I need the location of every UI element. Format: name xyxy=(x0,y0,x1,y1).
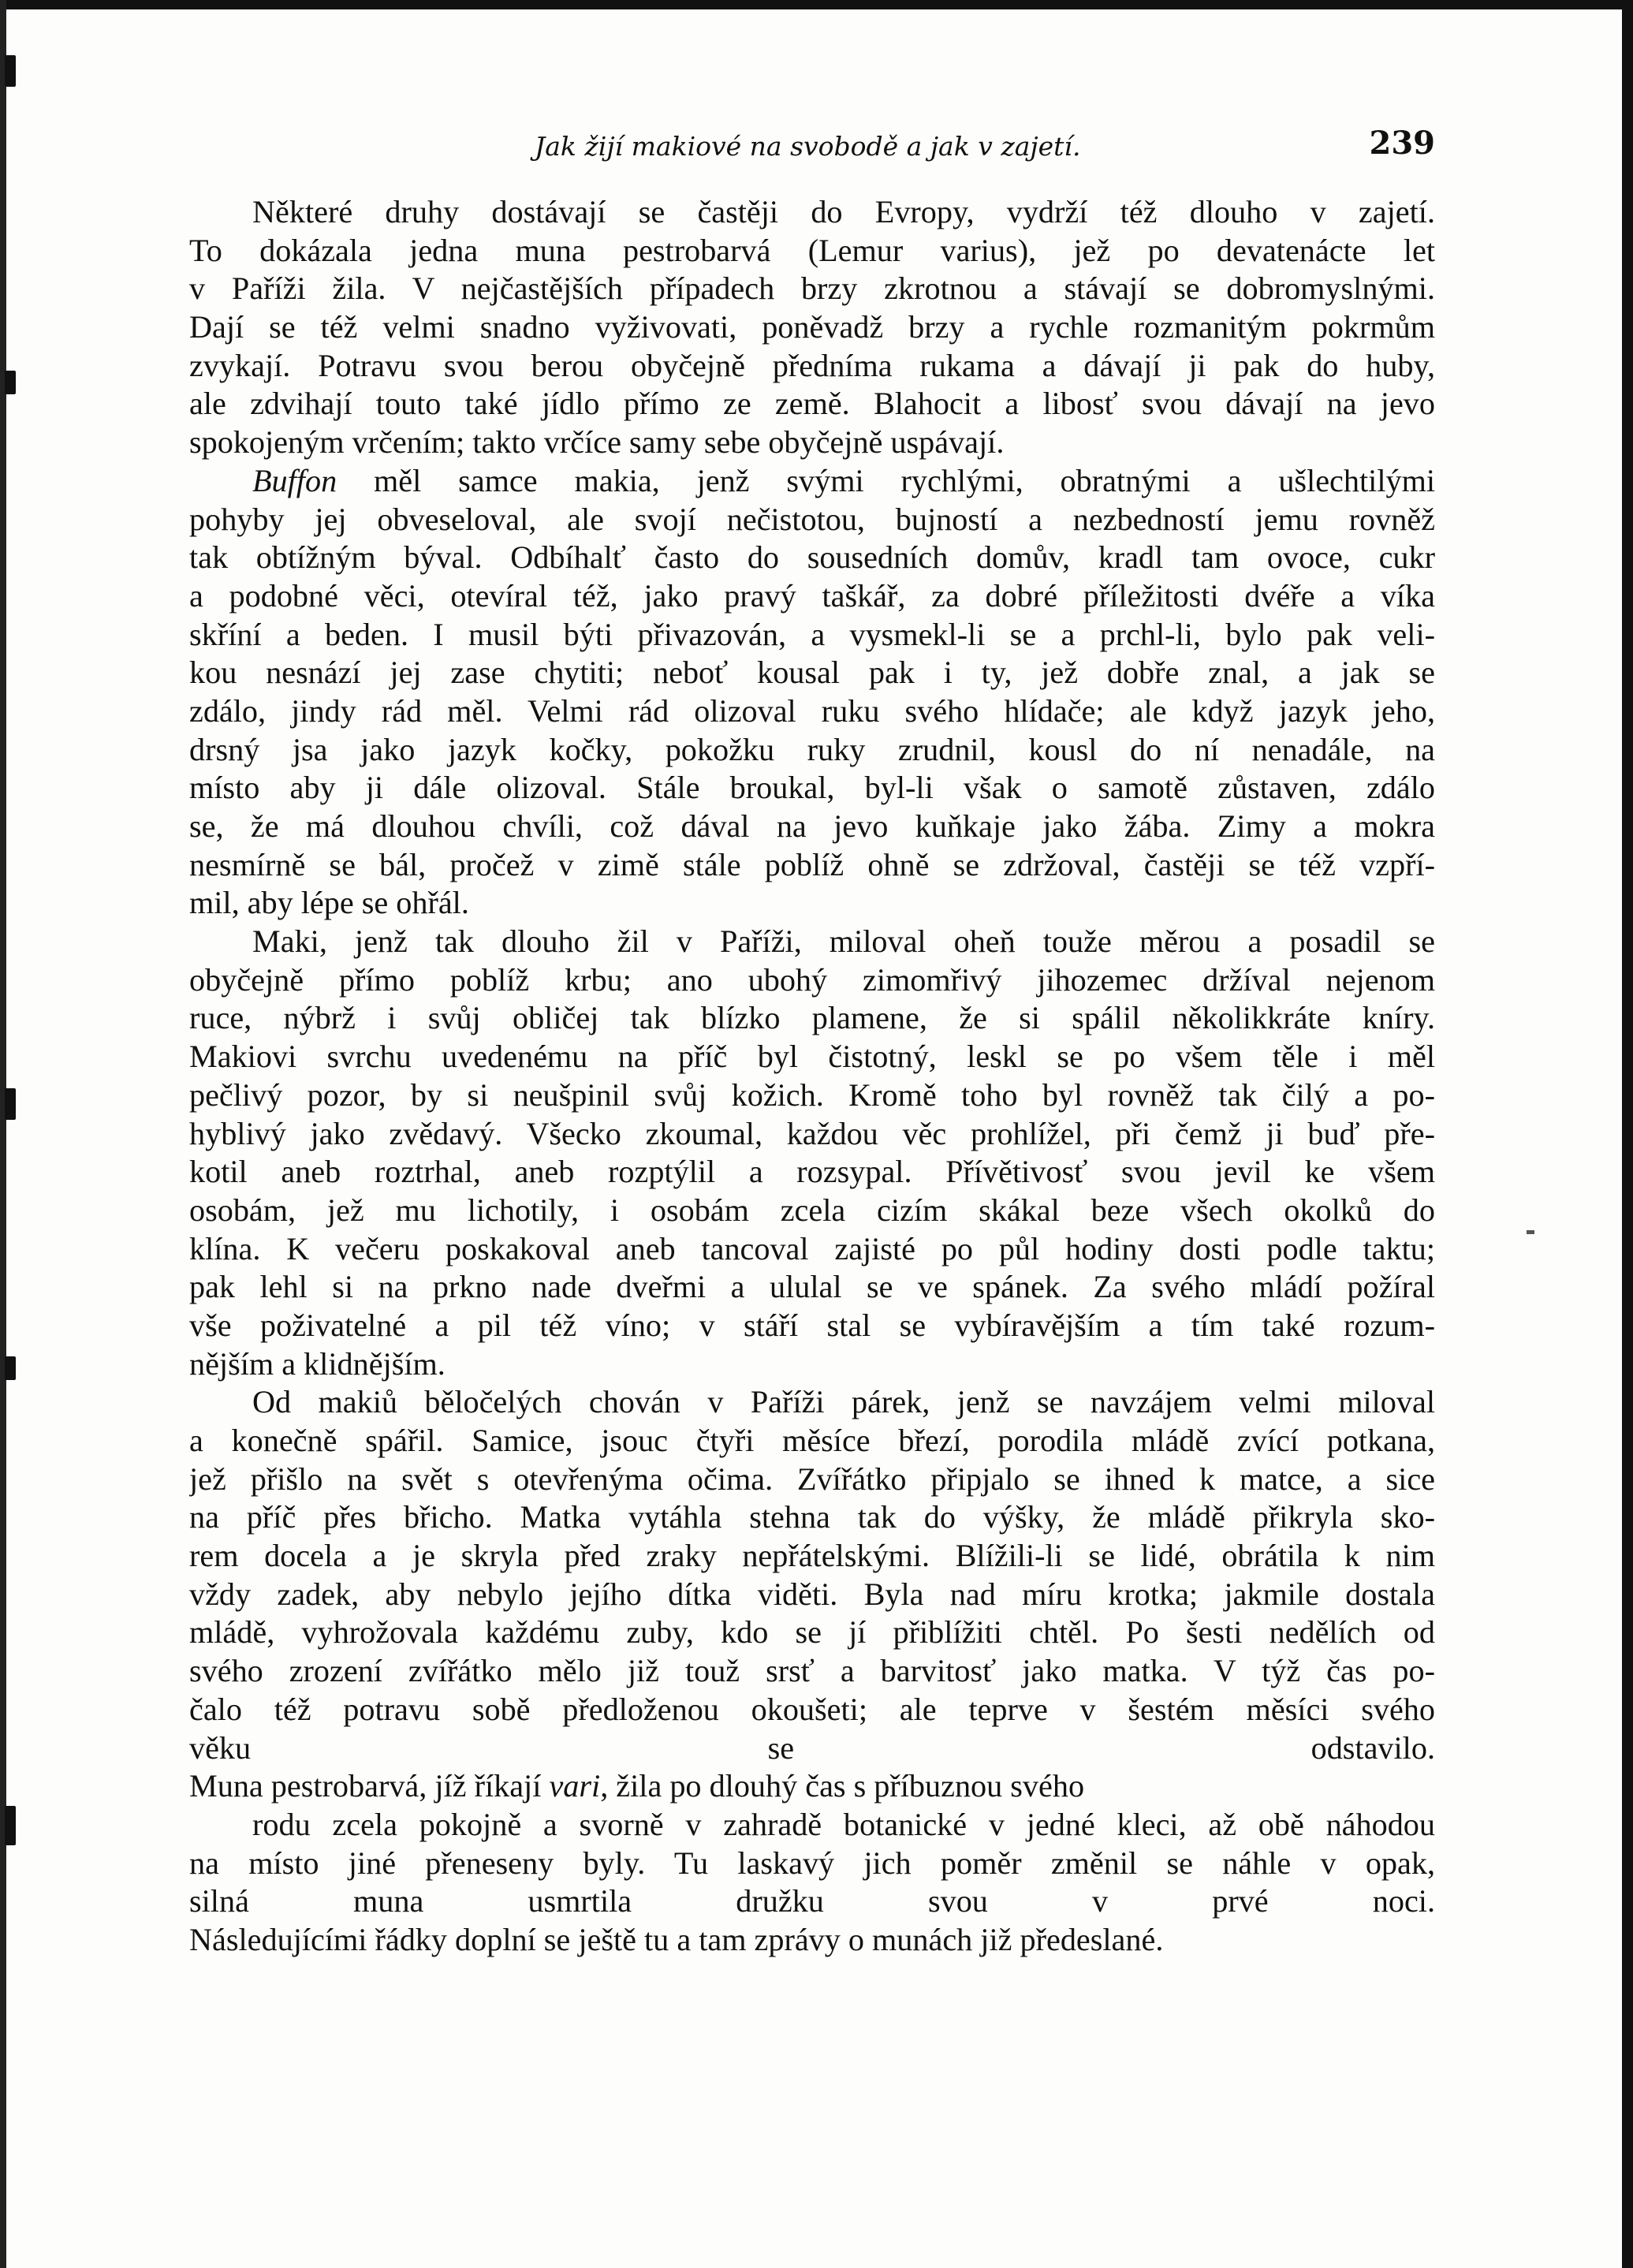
scan-artifact-mark xyxy=(5,1088,16,1120)
text-line: klína. K večeru poskakoval aneb tancoval zajisté po půl hodiny dosti podle taktu; xyxy=(189,1230,1435,1266)
text-line: osobám, jež mu lichotily, i osobám zcela cizím skákal beze všech okolků do xyxy=(189,1192,1435,1228)
scan-artifact-mark xyxy=(5,1806,16,1845)
page-header xyxy=(189,125,1435,172)
text-line: jež přišlo na svět s otevřenýma očima. Zvířátko připjalo se ihned k matce, a sice xyxy=(189,1460,1435,1497)
text-line: hyblivý jako zvědavý. Všecko zkoumal, každou věc prohlížel, při čemž ji buď pře- xyxy=(189,1115,1435,1151)
text-line: vše poživatelné a pil též víno; v stáří stal se vybíravějším a tím také rozum- xyxy=(189,1307,1435,1343)
text-line: v Paříži žila. V nejčastějších případech brzy zkrotnou a stávají se dobromyslnými. xyxy=(189,270,1435,307)
text-line: Následujícími řádky doplní se ještě tu a tam zprávy o munách již předeslané. xyxy=(189,1921,1164,1957)
text-line: se, že má dlouhou chvíli, což dával na jevo kuňkaje jako žába. Zimy a mokra xyxy=(189,808,1435,844)
text-line: svého zrození zvířátko mělo již touž srsť a barvitosť jako matka. V týž čas po- xyxy=(189,1653,1435,1689)
text-line: a konečně spářil. Samice, jsouc čtyři měsíce březí, porodila mládě zvící potkana, xyxy=(189,1423,1435,1458)
scan-edge-left xyxy=(0,0,6,2268)
text-line: Od makiů běločelých chován v Paříži párek, jenž se navzájem velmi miloval xyxy=(252,1384,1435,1420)
text-line: obyčejně přímo poblíž krbu; ano ubohý zimomřivý jihozemec držíval nejenom xyxy=(189,961,1435,998)
text-line: Maki, jenž tak dlouho žil v Paříži, miloval oheň touže měrou a posadil se xyxy=(252,923,1435,960)
scan-edge-right xyxy=(1622,0,1633,2268)
page-number: 239 xyxy=(1369,125,1435,162)
text-line: skříní a beden. I musil býti přivazován, a vysmekl-li se a prchl-li, bylo pak veli- xyxy=(189,616,1435,652)
running-title: Jak žijí makiové na svobodě a jak v zajetí. xyxy=(535,131,1081,162)
text-line: ale zdvihají touto také jídlo přímo ze země. Blahocit a libosť svou dávají na jevo xyxy=(189,386,1435,422)
text-line: kotil aneb roztrhal, aneb rozptýlil a rozsypal. Přívětivosť svou jevil ke všem xyxy=(189,1154,1435,1190)
text-line xyxy=(189,1960,1435,1998)
scan-artifact-mark xyxy=(5,55,16,87)
text-line: místo aby ji dále olizoval. Stále broukal, byl-li však o samotě zůstaven, zdálo xyxy=(189,770,1435,806)
body-text xyxy=(189,193,1435,1998)
text-line: rodu zcela pokojně a svorně v zahradě botanické v jedné kleci, až obě náhodou xyxy=(252,1806,1435,1842)
text-line: na příč přes břicho. Matka vytáhla stehna tak do výšky, že mládě přikryla sko- xyxy=(189,1499,1435,1535)
text-line: Makiovi svrchu uvedenému na příč byl čistotný, leskl se po všem těle i měl xyxy=(189,1039,1435,1075)
text-line: čalo též potravu sobě předloženou okoušeti; ale teprve v šestém měsíci svého xyxy=(189,1691,1435,1727)
text-line: Buffon měl samce makia, jenž svými rychlými, obratnými a ušlechtilými xyxy=(252,462,1435,498)
text-line: To dokázala jedna muna pestrobarvá (Lemur varius), jež po devatenácte let xyxy=(189,232,1435,268)
text-line: pak lehl si na prkno nade dveřmi a ululal se ve spánek. Za svého mládí požíral xyxy=(189,1269,1435,1305)
text-line: Dají se též velmi snadno vyživovati, poněvadž brzy a rychle rozmanitým pokrmům xyxy=(189,309,1435,345)
text-line: Muna pestrobarvá, jíž říkají vari, žila po dlouhý čas s příbuznou svého xyxy=(189,1768,1085,1804)
text-line: mládě, vyhrožovala každému zuby, kdo se jí přiblížiti chtěl. Po šesti nedělích od xyxy=(189,1614,1435,1651)
text-line: drsný jsa jako jazyk kočky, pokožku ruky zrudnil, kousl do ní nenadále, na xyxy=(189,731,1435,767)
text-line: silná muna usmrtila družku svou v prvé noci. xyxy=(189,1883,1435,1919)
text-line: pečlivý pozor, by si neušpinil svůj kožich. Kromě toho byl rovněž tak čilý a po- xyxy=(189,1076,1435,1113)
text-line: mil, aby lépe se ohřál. xyxy=(189,885,469,921)
text-line: vždy zadek, aby nebylo jejího dítka viděti. Byla nad míru krotka; jakmile dostala xyxy=(189,1576,1435,1612)
text-line: ruce, nýbrž i svůj obličej tak blízko plamene, že si spálil několikkráte kníry. xyxy=(189,1000,1435,1036)
text-line: a podobné věci, otevíral též, jako pravý taškář, za dobré příležitosti dvéře a víka xyxy=(189,577,1435,614)
scan-speck xyxy=(1527,1230,1534,1234)
text-line: pohyby jej obveseloval, ale svojí nečistotou, bujností a nezbedností jemu rovněž xyxy=(189,501,1435,537)
text-line: na místo jiné přeneseny byly. Tu laskavý jich poměr změnil se náhle v opak, xyxy=(189,1845,1435,1881)
scan-edge-top xyxy=(0,0,1633,9)
text-line: věku se odstavilo. xyxy=(189,1729,1435,1766)
scan-artifact-mark xyxy=(5,1356,16,1380)
text-line: tak obtížným býval. Odbíhalť často do sousedních domův, kradl tam ovoce, cukr xyxy=(189,539,1435,576)
text-line: zvykají. Potravu svou berou obyčejně předníma rukama a dávají ji pak do huby, xyxy=(189,347,1435,383)
text-line: rem docela a je skryla před zraky nepřátelskými. Blížili-li se lidé, obrátila k nim xyxy=(189,1538,1435,1574)
text-line: nějším a klidnějším. xyxy=(189,1345,446,1382)
text-line: kou nesnází jej zase chytiti; neboť kousal pak i ty, jež dobře znal, a jak se xyxy=(189,655,1435,691)
text-line: nesmírně se bál, pročež v zimě stále poblíž ohně se zdržoval, častěji se též vzpří- xyxy=(189,846,1435,882)
text-line: Některé druhy dostávají se častěji do Evropy, vydrží též dlouho v zajetí. xyxy=(252,194,1435,229)
text-line: zdálo, jindy rád měl. Velmi rád olizoval ruku svého hlídače; ale když jazyk jeho, xyxy=(189,692,1435,729)
scan-artifact-mark xyxy=(5,371,16,394)
text-line: spokojeným vrčením; takto vrčíce samy sebe obyčejně uspávají. xyxy=(189,424,1005,461)
